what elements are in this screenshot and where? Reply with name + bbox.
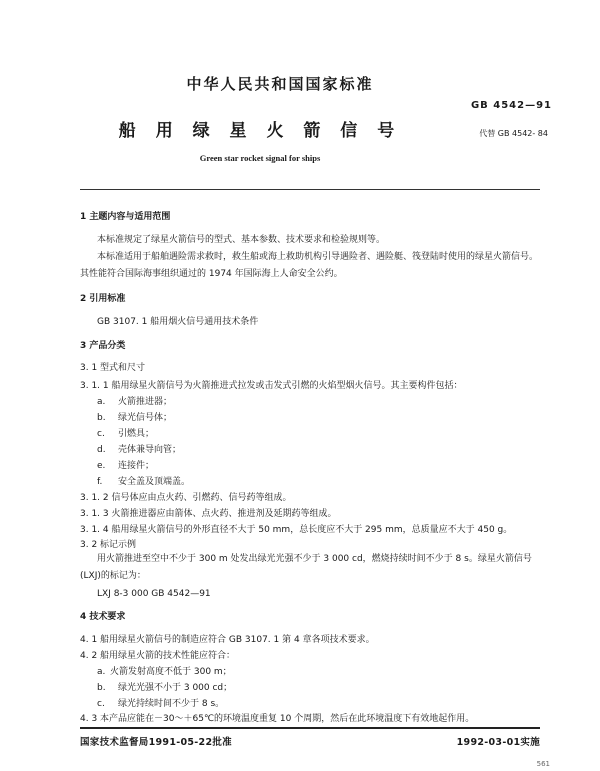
clause-3-1-3: 3. 1. 3 火箭推进器应由箭体、点火药、推进剂及延期药等组成。 — [80, 509, 337, 519]
clause-3-1-4: 3. 1. 4 船用绿星火箭信号的外形直径不大于 50 mm，总长度应不大于 295 mm，总质量应不大于 450 g。 — [80, 525, 513, 535]
clause-4-2: 4. 2 船用绿星火箭的技术性能应符合： — [80, 651, 236, 661]
list-item-text: 引燃具； — [118, 429, 155, 439]
list-item-mark: a. — [97, 667, 106, 677]
page-number: 561 — [536, 760, 550, 768]
section-3-heading: 3 产品分类 — [80, 341, 126, 351]
list-item-mark: e. — [97, 461, 106, 471]
clause-3-2: 3. 2 标记示例 — [80, 540, 137, 550]
list-item-mark: b. — [97, 413, 106, 423]
clause-4-3: 4. 3 本产品应能在－30～＋65℃的环境温度重复 10 个周期，然后在此环境温度下有效地起作用。 — [80, 714, 475, 724]
effective-date: 1992-03-01实施 — [456, 737, 540, 748]
english-title: Green star rocket signal for ships — [199, 153, 321, 163]
bottom-divider — [80, 727, 540, 729]
clause-3-1-1: 3. 1. 1 船用绿星火箭信号为火箭推进式拉发或击发式引燃的火焰型烟火信号。其主要构件包括： — [80, 381, 463, 391]
list-item-mark: d. — [97, 445, 106, 455]
list-item-text: 绿光信号体； — [118, 413, 173, 423]
approval-date: 国家技术监督局1991-05-22批准 — [80, 737, 232, 748]
clause-4-1: 4. 1 船用绿星火箭信号的制造应符合 GB 3107. 1 第 4 章各项技术要求。 — [80, 635, 375, 645]
document-title: 船 用 绿 星 火 箭 信 号 — [118, 121, 402, 141]
marking-example-text: 用火箭推进至空中不少于 300 m 处发出绿光光强不少于 3 000 cd，燃烧持续时间不少于 8 s。绿星火箭信号(LXJ)的标记为： — [80, 554, 532, 581]
list-item-text: 绿光持续时间不少于 8 s。 — [118, 699, 225, 709]
top-divider — [80, 189, 540, 190]
list-item-mark: b. — [97, 683, 106, 693]
clause-3-1-2: 3. 1. 2 信号体应由点火药、引燃药、信号药等组成。 — [80, 493, 292, 503]
list-item-text: 绿光光强不小于 3 000 cd； — [118, 683, 233, 693]
section-1-para-2: 本标准适用于船舶遇险需求救时，救生船或海上救助机构引导遇险者、遇险艇、筏登陆时使用的绿星火箭信号。其性能符合国际海事组织通过的 1974 年国际海上人命安全公约。 — [80, 252, 539, 279]
standard-code: GB 4542—91 — [470, 100, 552, 111]
list-item-mark: c. — [97, 699, 105, 709]
list-item-text: 连接件； — [118, 461, 155, 471]
section-1-heading: 1 主题内容与适用范围 — [80, 212, 171, 222]
referenced-standard: GB 3107. 1 船用烟火信号通用技术条件 — [97, 317, 259, 327]
list-item-text: 壳体兼导向管； — [118, 445, 182, 455]
list-item-mark: a. — [97, 397, 106, 407]
marking-example: LXJ 8-3 000 GB 4542—91 — [97, 589, 211, 599]
list-item-mark: f. — [97, 477, 103, 487]
section-2-heading: 2 引用标准 — [80, 294, 126, 304]
list-item-text: 安全盖及顶端盖。 — [118, 477, 191, 487]
list-item-text: 火箭发射高度不低于 300 m； — [110, 667, 232, 677]
list-item-mark: c. — [97, 429, 105, 439]
section-1-para-1: 本标准规定了绿星火箭信号的型式、基本参数、技术要求和检验规则等。 — [97, 235, 386, 245]
clause-3-1: 3. 1 型式和尺寸 — [80, 363, 146, 373]
country-standard-heading: 中华人民共和国国家标准 — [186, 75, 374, 93]
list-item-text: 火箭推进器； — [118, 397, 173, 407]
section-4-heading: 4 技术要求 — [80, 612, 126, 622]
replaces-standard: 代替 GB 4542- 84 — [479, 129, 548, 138]
